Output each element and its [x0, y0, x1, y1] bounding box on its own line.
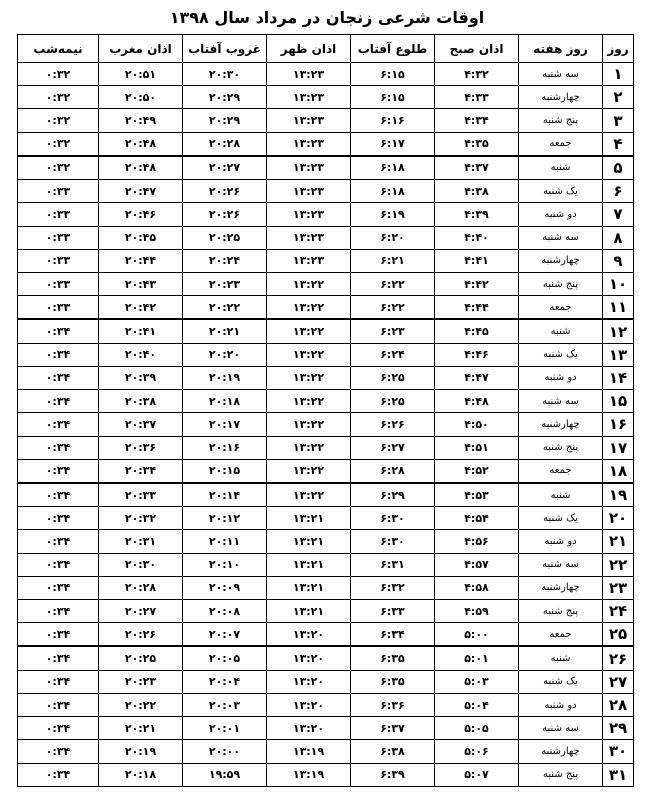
- maghrib-cell: ۲۰:۵۰: [99, 86, 183, 109]
- fajr-cell: ۵:۰۵: [435, 717, 519, 740]
- midnight-cell: ۰:۳۴: [18, 740, 99, 763]
- midnight-cell: ۰:۳۲: [18, 86, 99, 109]
- table-row: [18, 366, 634, 389]
- weekday-cell: جمعه: [519, 296, 603, 320]
- day-cell: ۴: [603, 132, 634, 156]
- dhuhr-cell: ۱۳:۲۳: [267, 63, 351, 86]
- table-header-row: [18, 35, 634, 63]
- weekday-cell: دو شنبه: [519, 203, 603, 226]
- sunset-cell: ۲۰:۰۹: [183, 576, 267, 599]
- maghrib-cell: ۲۰:۱۸: [99, 763, 183, 786]
- fajr-cell: ۴:۴۰: [435, 226, 519, 249]
- fajr-cell: ۴:۵۲: [435, 459, 519, 483]
- maghrib-cell: ۲۰:۴۹: [99, 109, 183, 132]
- maghrib-cell: ۲۰:۱۹: [99, 740, 183, 763]
- sunrise-cell: ۶:۱۵: [351, 86, 435, 109]
- fajr-cell: ۴:۴۱: [435, 249, 519, 272]
- dhuhr-cell: ۱۳:۱۹: [267, 763, 351, 786]
- sunrise-cell: ۶:۳۵: [351, 646, 435, 670]
- fajr-cell: ۴:۴۶: [435, 343, 519, 366]
- sunset-cell: ۲۰:۲۲: [183, 296, 267, 320]
- weekday-cell: سه شنبه: [519, 390, 603, 413]
- midnight-cell: ۰:۳۴: [18, 413, 99, 436]
- day-cell: ۲۴: [603, 600, 634, 623]
- table-row: [18, 272, 634, 295]
- sunset-cell: ۲۰:۳۰: [183, 63, 267, 86]
- day-cell: ۲۲: [603, 553, 634, 576]
- weekday-cell: سه شنبه: [519, 717, 603, 740]
- weekday-cell: شنبه: [519, 646, 603, 670]
- table-row: [18, 670, 634, 693]
- weekday-cell: شنبه: [519, 483, 603, 507]
- maghrib-cell: ۲۰:۴۵: [99, 226, 183, 249]
- sunset-cell: ۲۰:۰۸: [183, 600, 267, 623]
- sunrise-cell: ۶:۳۷: [351, 717, 435, 740]
- fajr-cell: ۴:۳۸: [435, 180, 519, 203]
- dhuhr-cell: ۱۳:۲۱: [267, 553, 351, 576]
- day-cell: ۱۷: [603, 436, 634, 459]
- dhuhr-cell: ۱۳:۲۰: [267, 623, 351, 647]
- maghrib-cell: ۲۰:۲۶: [99, 623, 183, 647]
- sunset-cell: ۲۰:۰۵: [183, 646, 267, 670]
- sunrise-cell: ۶:۳۵: [351, 670, 435, 693]
- maghrib-cell: ۲۰:۴۷: [99, 180, 183, 203]
- sunrise-cell: ۶:۲۲: [351, 296, 435, 320]
- dhuhr-cell: ۱۳:۲۳: [267, 156, 351, 180]
- day-cell: ۳۱: [603, 763, 634, 786]
- fajr-cell: ۴:۳۳: [435, 86, 519, 109]
- maghrib-cell: ۲۰:۳۹: [99, 366, 183, 389]
- midnight-cell: ۰:۳۴: [18, 343, 99, 366]
- sunrise-cell: ۶:۲۹: [351, 483, 435, 507]
- weekday-cell: چهارشنبه: [519, 576, 603, 599]
- weekday-cell: جمعه: [519, 459, 603, 483]
- weekday-cell: چهارشنبه: [519, 86, 603, 109]
- dhuhr-cell: ۱۳:۲۲: [267, 319, 351, 343]
- table-row: [18, 390, 634, 413]
- dhuhr-cell: ۱۳:۲۳: [267, 249, 351, 272]
- midnight-cell: ۰:۳۴: [18, 717, 99, 740]
- day-cell: ۱۰: [603, 272, 634, 295]
- table-row: [18, 63, 634, 86]
- midnight-cell: ۰:۳۳: [18, 249, 99, 272]
- table-row: [18, 740, 634, 763]
- weekday-cell: یک شنبه: [519, 343, 603, 366]
- maghrib-cell: ۲۰:۴۲: [99, 296, 183, 320]
- sunset-cell: ۲۰:۰۱: [183, 717, 267, 740]
- midnight-cell: ۰:۳۳: [18, 272, 99, 295]
- table-row: [18, 343, 634, 366]
- dhuhr-cell: ۱۳:۲۲: [267, 483, 351, 507]
- sunset-cell: ۲۰:۱۵: [183, 459, 267, 483]
- sunset-cell: ۲۰:۲۷: [183, 156, 267, 180]
- midnight-cell: ۰:۳۴: [18, 390, 99, 413]
- dhuhr-cell: ۱۳:۲۲: [267, 272, 351, 295]
- day-cell: ۳۰: [603, 740, 634, 763]
- day-cell: ۵: [603, 156, 634, 180]
- maghrib-cell: ۲۰:۳۱: [99, 530, 183, 553]
- weekday-cell: دو شنبه: [519, 530, 603, 553]
- table-row: [18, 203, 634, 226]
- maghrib-cell: ۲۰:۲۸: [99, 576, 183, 599]
- maghrib-cell: ۲۰:۴۸: [99, 132, 183, 156]
- table-row: [18, 86, 634, 109]
- day-cell: ۲: [603, 86, 634, 109]
- dhuhr-cell: ۱۳:۲۲: [267, 413, 351, 436]
- table-row: [18, 156, 634, 180]
- header-maghrib: اذان مغرب: [99, 35, 183, 63]
- dhuhr-cell: ۱۳:۲۲: [267, 436, 351, 459]
- maghrib-cell: ۲۰:۴۳: [99, 272, 183, 295]
- dhuhr-cell: ۱۳:۲۰: [267, 670, 351, 693]
- sunrise-cell: ۶:۳۰: [351, 507, 435, 530]
- fajr-cell: ۴:۳۴: [435, 109, 519, 132]
- table-row: [18, 226, 634, 249]
- sunrise-cell: ۶:۳۶: [351, 693, 435, 716]
- sunset-cell: ۱۹:۵۹: [183, 763, 267, 786]
- fajr-cell: ۴:۵۷: [435, 553, 519, 576]
- weekday-cell: یک شنبه: [519, 670, 603, 693]
- sunrise-cell: ۶:۲۵: [351, 390, 435, 413]
- maghrib-cell: ۲۰:۴۸: [99, 156, 183, 180]
- day-cell: ۲۹: [603, 717, 634, 740]
- weekday-cell: سه شنبه: [519, 553, 603, 576]
- dhuhr-cell: ۱۳:۱۹: [267, 740, 351, 763]
- table-row: [18, 180, 634, 203]
- midnight-cell: ۰:۳۳: [18, 180, 99, 203]
- midnight-cell: ۰:۳۲: [18, 132, 99, 156]
- dhuhr-cell: ۱۳:۲۳: [267, 86, 351, 109]
- header-midnight: نیمه‌شب: [18, 35, 99, 63]
- sunrise-cell: ۶:۲۸: [351, 459, 435, 483]
- sunset-cell: ۲۰:۱۰: [183, 553, 267, 576]
- sunset-cell: ۲۰:۱۱: [183, 530, 267, 553]
- header-fajr: اذان صبح: [435, 35, 519, 63]
- dhuhr-cell: ۱۳:۲۲: [267, 366, 351, 389]
- sunset-cell: ۲۰:۲۱: [183, 319, 267, 343]
- fajr-cell: ۴:۴۵: [435, 319, 519, 343]
- midnight-cell: ۰:۳۴: [18, 507, 99, 530]
- weekday-cell: پنج شنبه: [519, 600, 603, 623]
- day-cell: ۳: [603, 109, 634, 132]
- sunset-cell: ۲۰:۱۸: [183, 390, 267, 413]
- dhuhr-cell: ۱۳:۲۰: [267, 717, 351, 740]
- midnight-cell: ۰:۳۴: [18, 553, 99, 576]
- table-row: [18, 319, 634, 343]
- dhuhr-cell: ۱۳:۲۰: [267, 646, 351, 670]
- day-cell: ۲۳: [603, 576, 634, 599]
- sunrise-cell: ۶:۱۷: [351, 132, 435, 156]
- sunrise-cell: ۶:۲۲: [351, 272, 435, 295]
- table-row: [18, 717, 634, 740]
- table-row: [18, 483, 634, 507]
- day-cell: ۸: [603, 226, 634, 249]
- day-cell: ۱۳: [603, 343, 634, 366]
- fajr-cell: ۴:۵۰: [435, 413, 519, 436]
- maghrib-cell: ۲۰:۲۱: [99, 717, 183, 740]
- dhuhr-cell: ۱۳:۲۲: [267, 296, 351, 320]
- sunset-cell: ۲۰:۲۸: [183, 132, 267, 156]
- header-sunrise: طلوع آفتاب: [351, 35, 435, 63]
- maghrib-cell: ۲۰:۴۰: [99, 343, 183, 366]
- sunrise-cell: ۶:۲۳: [351, 319, 435, 343]
- maghrib-cell: ۲۰:۲۳: [99, 670, 183, 693]
- weekday-cell: شنبه: [519, 319, 603, 343]
- sunrise-cell: ۶:۳۴: [351, 623, 435, 647]
- day-cell: ۹: [603, 249, 634, 272]
- maghrib-cell: ۲۰:۳۴: [99, 459, 183, 483]
- sunset-cell: ۲۰:۰۷: [183, 623, 267, 647]
- table-row: [18, 296, 634, 320]
- midnight-cell: ۰:۳۴: [18, 693, 99, 716]
- maghrib-cell: ۲۰:۳۲: [99, 507, 183, 530]
- sunset-cell: ۲۰:۲۹: [183, 86, 267, 109]
- dhuhr-cell: ۱۳:۲۲: [267, 459, 351, 483]
- midnight-cell: ۰:۳۴: [18, 366, 99, 389]
- sunrise-cell: ۶:۳۱: [351, 553, 435, 576]
- weekday-cell: یک شنبه: [519, 507, 603, 530]
- dhuhr-cell: ۱۳:۲۱: [267, 600, 351, 623]
- day-cell: ۱۹: [603, 483, 634, 507]
- sunrise-cell: ۶:۲۷: [351, 436, 435, 459]
- sunrise-cell: ۶:۱۸: [351, 180, 435, 203]
- day-cell: ۲۸: [603, 693, 634, 716]
- table-row: [18, 459, 634, 483]
- fajr-cell: ۴:۳۷: [435, 156, 519, 180]
- table-row: [18, 132, 634, 156]
- day-cell: ۲۱: [603, 530, 634, 553]
- table-row: [18, 436, 634, 459]
- sunrise-cell: ۶:۲۵: [351, 366, 435, 389]
- weekday-cell: چهارشنبه: [519, 413, 603, 436]
- day-cell: ۱۱: [603, 296, 634, 320]
- sunrise-cell: ۶:۱۶: [351, 109, 435, 132]
- sunset-cell: ۲۰:۲۳: [183, 272, 267, 295]
- weekday-cell: دو شنبه: [519, 693, 603, 716]
- day-cell: ۱۵: [603, 390, 634, 413]
- maghrib-cell: ۲۰:۲۷: [99, 600, 183, 623]
- dhuhr-cell: ۱۳:۲۰: [267, 693, 351, 716]
- sunset-cell: ۲۰:۰۴: [183, 670, 267, 693]
- fajr-cell: ۴:۵۱: [435, 436, 519, 459]
- maghrib-cell: ۲۰:۳۰: [99, 553, 183, 576]
- sunset-cell: ۲۰:۰۳: [183, 693, 267, 716]
- page-title: اوقات شرعی زنجان در مرداد سال ۱۳۹۸: [169, 8, 485, 27]
- maghrib-cell: ۲۰:۴۶: [99, 203, 183, 226]
- day-cell: ۱: [603, 63, 634, 86]
- maghrib-cell: ۲۰:۵۱: [99, 63, 183, 86]
- fajr-cell: ۵:۰۰: [435, 623, 519, 647]
- sunrise-cell: ۶:۳۸: [351, 740, 435, 763]
- weekday-cell: جمعه: [519, 623, 603, 647]
- fajr-cell: ۴:۵۸: [435, 576, 519, 599]
- sunset-cell: ۲۰:۲۶: [183, 180, 267, 203]
- table-row: [18, 530, 634, 553]
- fajr-cell: ۴:۴۲: [435, 272, 519, 295]
- sunset-cell: ۲۰:۲۶: [183, 203, 267, 226]
- fajr-cell: ۴:۵۹: [435, 600, 519, 623]
- midnight-cell: ۰:۳۴: [18, 646, 99, 670]
- midnight-cell: ۰:۳۴: [18, 763, 99, 786]
- fajr-cell: ۵:۰۴: [435, 693, 519, 716]
- day-cell: ۱۴: [603, 366, 634, 389]
- dhuhr-cell: ۱۳:۲۱: [267, 507, 351, 530]
- maghrib-cell: ۲۰:۴۱: [99, 319, 183, 343]
- weekday-cell: پنج شنبه: [519, 763, 603, 786]
- midnight-cell: ۰:۳۴: [18, 459, 99, 483]
- weekday-cell: پنج شنبه: [519, 109, 603, 132]
- day-cell: ۲۵: [603, 623, 634, 647]
- table-row: [18, 600, 634, 623]
- dhuhr-cell: ۱۳:۲۳: [267, 180, 351, 203]
- sunset-cell: ۲۰:۲۰: [183, 343, 267, 366]
- fajr-cell: ۴:۴۸: [435, 390, 519, 413]
- day-cell: ۲۷: [603, 670, 634, 693]
- table-row: [18, 693, 634, 716]
- sunset-cell: ۲۰:۱۹: [183, 366, 267, 389]
- weekday-cell: چهارشنبه: [519, 740, 603, 763]
- header-day: روز: [603, 35, 634, 63]
- midnight-cell: ۰:۳۴: [18, 436, 99, 459]
- midnight-cell: ۰:۳۲: [18, 109, 99, 132]
- sunset-cell: ۲۰:۰۰: [183, 740, 267, 763]
- dhuhr-cell: ۱۳:۲۳: [267, 132, 351, 156]
- maghrib-cell: ۲۰:۲۲: [99, 693, 183, 716]
- fajr-cell: ۴:۵۴: [435, 507, 519, 530]
- weekday-cell: شنبه: [519, 156, 603, 180]
- header-dhuhr: اذان ظهر: [267, 35, 351, 63]
- fajr-cell: ۴:۳۹: [435, 203, 519, 226]
- prayer-times-table: [17, 34, 634, 787]
- dhuhr-cell: ۱۳:۲۳: [267, 109, 351, 132]
- fajr-cell: ۴:۳۲: [435, 63, 519, 86]
- sunset-cell: ۲۰:۲۴: [183, 249, 267, 272]
- fajr-cell: ۴:۴۴: [435, 296, 519, 320]
- midnight-cell: ۰:۳۴: [18, 670, 99, 693]
- midnight-cell: ۰:۳۳: [18, 226, 99, 249]
- midnight-cell: ۰:۳۴: [18, 483, 99, 507]
- header-sunset: غروب آفتاب: [183, 35, 267, 63]
- maghrib-cell: ۲۰:۴۴: [99, 249, 183, 272]
- dhuhr-cell: ۱۳:۲۳: [267, 203, 351, 226]
- day-cell: ۲۰: [603, 507, 634, 530]
- day-cell: ۷: [603, 203, 634, 226]
- maghrib-cell: ۲۰:۳۷: [99, 413, 183, 436]
- dhuhr-cell: ۱۳:۲۲: [267, 390, 351, 413]
- weekday-cell: دو شنبه: [519, 366, 603, 389]
- weekday-cell: یک شنبه: [519, 180, 603, 203]
- sunrise-cell: ۶:۲۴: [351, 343, 435, 366]
- weekday-cell: سه شنبه: [519, 63, 603, 86]
- fajr-cell: ۴:۵۶: [435, 530, 519, 553]
- midnight-cell: ۰:۳۲: [18, 156, 99, 180]
- sunset-cell: ۲۰:۲۹: [183, 109, 267, 132]
- dhuhr-cell: ۱۳:۲۲: [267, 343, 351, 366]
- weekday-cell: پنج شنبه: [519, 436, 603, 459]
- day-cell: ۶: [603, 180, 634, 203]
- maghrib-cell: ۲۰:۳۶: [99, 436, 183, 459]
- weekday-cell: سه شنبه: [519, 226, 603, 249]
- midnight-cell: ۰:۳۳: [18, 296, 99, 320]
- table-row: [18, 507, 634, 530]
- sunrise-cell: ۶:۱۹: [351, 203, 435, 226]
- maghrib-cell: ۲۰:۲۵: [99, 646, 183, 670]
- midnight-cell: ۰:۳۴: [18, 623, 99, 647]
- fajr-cell: ۵:۰۶: [435, 740, 519, 763]
- maghrib-cell: ۲۰:۳۸: [99, 390, 183, 413]
- table-row: [18, 576, 634, 599]
- sunset-cell: ۲۰:۱۴: [183, 483, 267, 507]
- table-row: [18, 763, 634, 786]
- weekday-cell: چهارشنبه: [519, 249, 603, 272]
- sunrise-cell: ۶:۳۰: [351, 530, 435, 553]
- midnight-cell: ۰:۳۴: [18, 319, 99, 343]
- midnight-cell: ۰:۳۴: [18, 530, 99, 553]
- day-cell: ۱۸: [603, 459, 634, 483]
- fajr-cell: ۵:۰۷: [435, 763, 519, 786]
- sunset-cell: ۲۰:۱۷: [183, 413, 267, 436]
- header-weekday: روز هفته: [519, 35, 603, 63]
- sunrise-cell: ۶:۲۱: [351, 249, 435, 272]
- sunset-cell: ۲۰:۱۶: [183, 436, 267, 459]
- table-row: [18, 413, 634, 436]
- sunrise-cell: ۶:۳۲: [351, 576, 435, 599]
- day-cell: ۱۶: [603, 413, 634, 436]
- sunrise-cell: ۶:۳۳: [351, 600, 435, 623]
- sunrise-cell: ۶:۲۰: [351, 226, 435, 249]
- sunset-cell: ۲۰:۲۵: [183, 226, 267, 249]
- midnight-cell: ۰:۳۳: [18, 203, 99, 226]
- weekday-cell: پنج شنبه: [519, 272, 603, 295]
- fajr-cell: ۴:۳۵: [435, 132, 519, 156]
- midnight-cell: ۰:۳۲: [18, 63, 99, 86]
- table-row: [18, 553, 634, 576]
- fajr-cell: ۵:۰۳: [435, 670, 519, 693]
- dhuhr-cell: ۱۳:۲۳: [267, 226, 351, 249]
- weekday-cell: جمعه: [519, 132, 603, 156]
- day-cell: ۱۲: [603, 319, 634, 343]
- table-row: [18, 249, 634, 272]
- sunset-cell: ۲۰:۱۲: [183, 507, 267, 530]
- fajr-cell: ۴:۴۷: [435, 366, 519, 389]
- dhuhr-cell: ۱۳:۲۱: [267, 530, 351, 553]
- day-cell: ۲۶: [603, 646, 634, 670]
- dhuhr-cell: ۱۳:۲۱: [267, 576, 351, 599]
- fajr-cell: ۵:۰۱: [435, 646, 519, 670]
- midnight-cell: ۰:۳۴: [18, 600, 99, 623]
- fajr-cell: ۴:۵۳: [435, 483, 519, 507]
- sunrise-cell: ۶:۱۵: [351, 63, 435, 86]
- sunrise-cell: ۶:۲۶: [351, 413, 435, 436]
- midnight-cell: ۰:۳۴: [18, 576, 99, 599]
- sunrise-cell: ۶:۳۹: [351, 763, 435, 786]
- table-row: [18, 623, 634, 647]
- table-row: [18, 109, 634, 132]
- table-row: [18, 646, 634, 670]
- sunrise-cell: ۶:۱۸: [351, 156, 435, 180]
- maghrib-cell: ۲۰:۳۳: [99, 483, 183, 507]
